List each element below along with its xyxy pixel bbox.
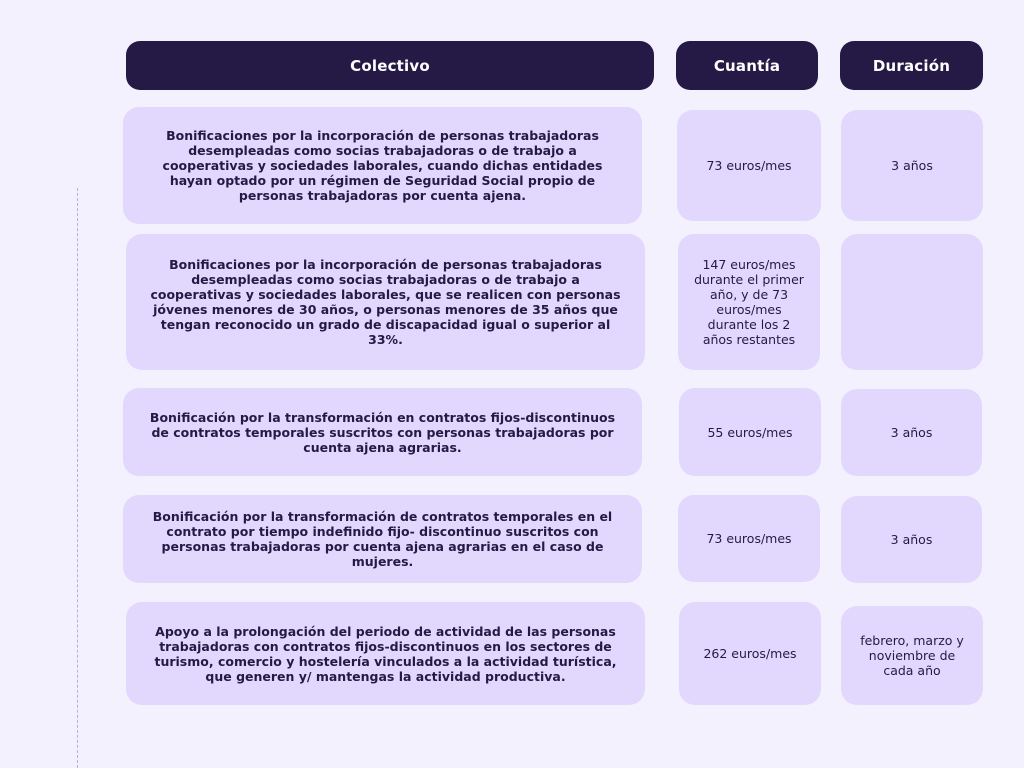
row-5-colectivo — [126, 602, 645, 705]
row-3-colectivo-text: Bonificación por la transformación en contratos fijos-discontinuos de contratos temporales suscritos con personas trabajadoras por cuenta ajena agrarias. — [149, 409, 616, 455]
row-5-duracion-text: febrero, marzo y noviembre de cada año — [860, 633, 964, 678]
row-4-colectivo-text: Bonificación por la transformación de contratos temporales en el contrato por tiempo indefinido fijo- discontinuo suscritos con personas trabajadoras por cuenta ajena agrarias en el caso de mujeres. — [152, 509, 613, 569]
row-5-colectivo-text: Apoyo a la prolongación del periodo de actividad de las personas trabajadoras con contratos fijos-discontinuos en los sectores de turismo, comercio y hostelería vinculados a la actividad turística, que generen y/ mantengas la actividad productiva. — [154, 623, 617, 684]
row-1-cuantia — [677, 110, 821, 221]
header-duracion — [840, 41, 983, 90]
row-1-colectivo-text: Bonificaciones por la incorporación de personas trabajadoras desempleadas como socias trabajadoras o de trabajo a cooperativas y sociedades laborales, cuando dichas entidades hayan optado por un régimen de Seguridad Social propio de personas trabajadoras por cuenta ajena. — [162, 128, 603, 203]
header-colectivo-label: Colectivo — [350, 56, 430, 75]
row-4-cuantia-text: 73 euros/mes — [706, 531, 792, 546]
row-3-colectivo — [123, 388, 642, 476]
row-3-cuantia — [679, 388, 821, 476]
row-1-cuantia-text: 73 euros/mes — [706, 158, 792, 173]
row-5-duracion — [841, 606, 983, 705]
row-5-cuantia — [679, 602, 821, 705]
row-1-duracion — [841, 110, 983, 221]
row-2-cuantia-text: 147 euros/mes durante el primer año, y de 73 euros/mes durante los 2 años restantes — [694, 257, 804, 347]
row-4-colectivo — [123, 495, 642, 583]
row-3-duracion-text: 3 años — [890, 425, 933, 440]
header-cuantia — [676, 41, 818, 90]
row-2-cuantia — [678, 234, 820, 370]
header-cuantia-label: Cuantía — [713, 56, 781, 75]
row-2-colectivo-text: Bonificaciones por la incorporación de personas trabajadoras desempleadas como socias trabajadoras o de trabajo a cooperativas y sociedades laborales, que se realicen con personas jóvenes menores de 30 años, o personas menores de 35 años que tengan reconocido un grado de discapacidad igual o superior al 33%. — [150, 257, 621, 347]
row-3-cuantia-text: 55 euros/mes — [707, 424, 793, 440]
row-3-duracion — [841, 389, 982, 476]
row-1-duracion-text: 3 años — [891, 158, 933, 173]
header-duracion-label: Duración — [872, 56, 951, 75]
row-5-cuantia-text: 262 euros/mes — [703, 646, 797, 661]
header-colectivo — [126, 41, 654, 90]
row-1-colectivo — [123, 107, 642, 224]
dashed-guide-line — [77, 188, 78, 768]
row-4-cuantia — [678, 495, 820, 582]
row-4-duracion — [841, 496, 982, 583]
row-2-colectivo — [126, 234, 645, 370]
row-4-duracion-text: 3 años — [890, 532, 933, 547]
row-2-duracion — [841, 234, 983, 370]
